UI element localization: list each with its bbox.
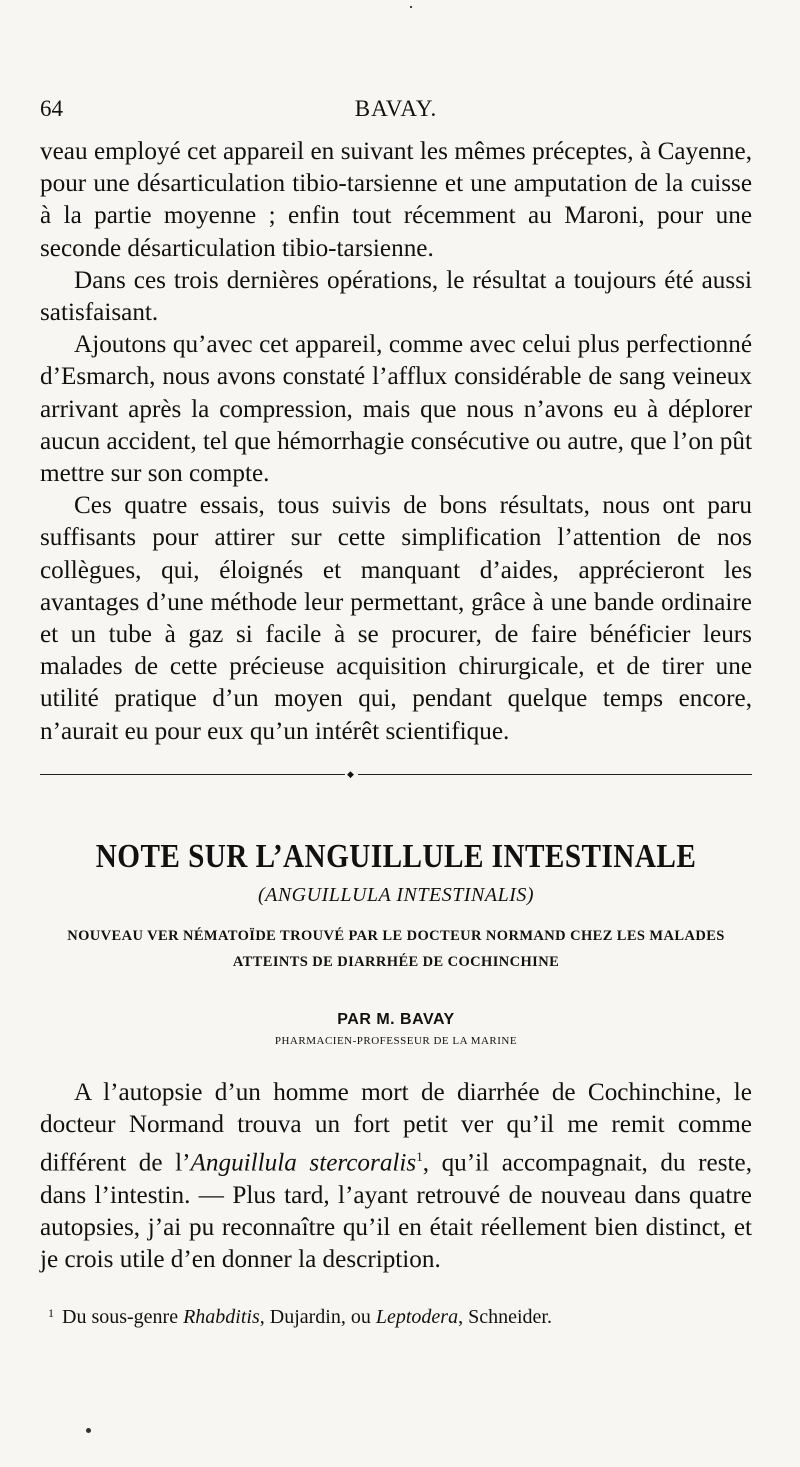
article-subtitle: (ANGUILLULA INTESTINALIS)	[257, 883, 535, 906]
paragraph: Ces quatre essais, tous suivis de bons résultats, nous ont paru suffisants pour attirer sur cette simplification l’attention de nos collègues, qui, éloignés et manquant d’aides, apprécieront les avantages d’une méthode leur permettant, grâce à une bande ordinaire et un tube à gaz si facile à se procurer, de faire bénéficier leurs malades de cette précieuse acquisition chirurgicale, et de tirer une utilité pratique d’un moyen qui, pendant quelque temps encore, n’aurait eu pour eux qu’un intérêt scientifique.	[40, 492, 752, 745]
article-title: NOTE SUR L’ANGUILLULE INTESTINALE	[95, 837, 697, 875]
footnote-text: Du sous-genre	[62, 1306, 184, 1329]
genus-name: Leptodera	[375, 1306, 459, 1329]
paragraph	[40, 1077, 752, 1277]
book-page	[40, 96, 752, 1329]
section-divider	[40, 768, 752, 780]
author-role: PHARMACIEN-PROFESSEUR DE LA MARINE	[274, 1034, 518, 1047]
footnote-ref[interactable]: 1	[416, 1149, 423, 1165]
divider-line	[40, 774, 345, 775]
footnote-marker: 1	[48, 1306, 54, 1321]
article-description	[40, 923, 752, 975]
divider-line	[358, 774, 752, 775]
article-author: PAR M. BAVAY	[337, 1010, 455, 1028]
running-title: BAVAY.	[354, 96, 438, 121]
paragraph: veau employé cet appareil en suivant les mêmes préceptes, à Cayenne, pour une désarticulation tibio-tarsienne et une amputation de la cuisse à la partie moyenne ; enfin tout récemment au Maroni, pour une seconde désarticulation tibio-tarsienne.	[40, 138, 752, 262]
page-header	[40, 96, 752, 136]
description-line: ATTEINTS DE DIARRHÉE DE COCHINCHINE	[232, 953, 560, 970]
paragraph: Dans ces trois dernières opérations, le résultat a toujours été aussi satisfaisant.	[40, 266, 752, 327]
footnote-text: , Dujardin, ou	[259, 1306, 376, 1329]
divider-ornament: ◆	[347, 768, 354, 779]
genus-name: Rhabditis	[183, 1306, 260, 1329]
printer-mark	[86, 1428, 91, 1433]
footnote-text: , Schneider.	[458, 1306, 552, 1329]
footnote	[40, 1306, 752, 1329]
page-number: 64	[40, 96, 63, 121]
speck	[410, 6, 412, 8]
continued-text	[40, 136, 752, 748]
text-span: A l’autopsie d’un homme mort de diarrhée de Cochinchine, le docteur Normand trouva un fort petit ver qu’il me remit comme différent de l’	[40, 1078, 752, 1177]
article-body	[40, 1077, 752, 1277]
species-name: Anguillula stercoralis	[190, 1149, 417, 1177]
text-span: , qu’il accompagnait, du reste, dans l’intestin. — Plus tard, l’ayant retrouvé de nouveau dans quatre autopsies, j’ai pu reconnaître qu’il en était réellement bien distinct, et je crois utile d’en donner la description.	[40, 1149, 752, 1274]
description-line: NOUVEAU VER NÉMATOÏDE TROUVÉ PAR LE DOCTEUR NORMAND CHEZ LES MALADES	[67, 927, 725, 944]
paragraph: Ajoutons qu’avec cet appareil, comme avec celui plus perfectionné d’Esmarch, nous avons constaté l’afflux considérable de sang veineux arrivant après la compression, mais que nous n’avons eu à déplorer aucun accident, tel que hémorrhagie consécutive ou autre, que l’on pût mettre sur son compte.	[40, 331, 752, 488]
